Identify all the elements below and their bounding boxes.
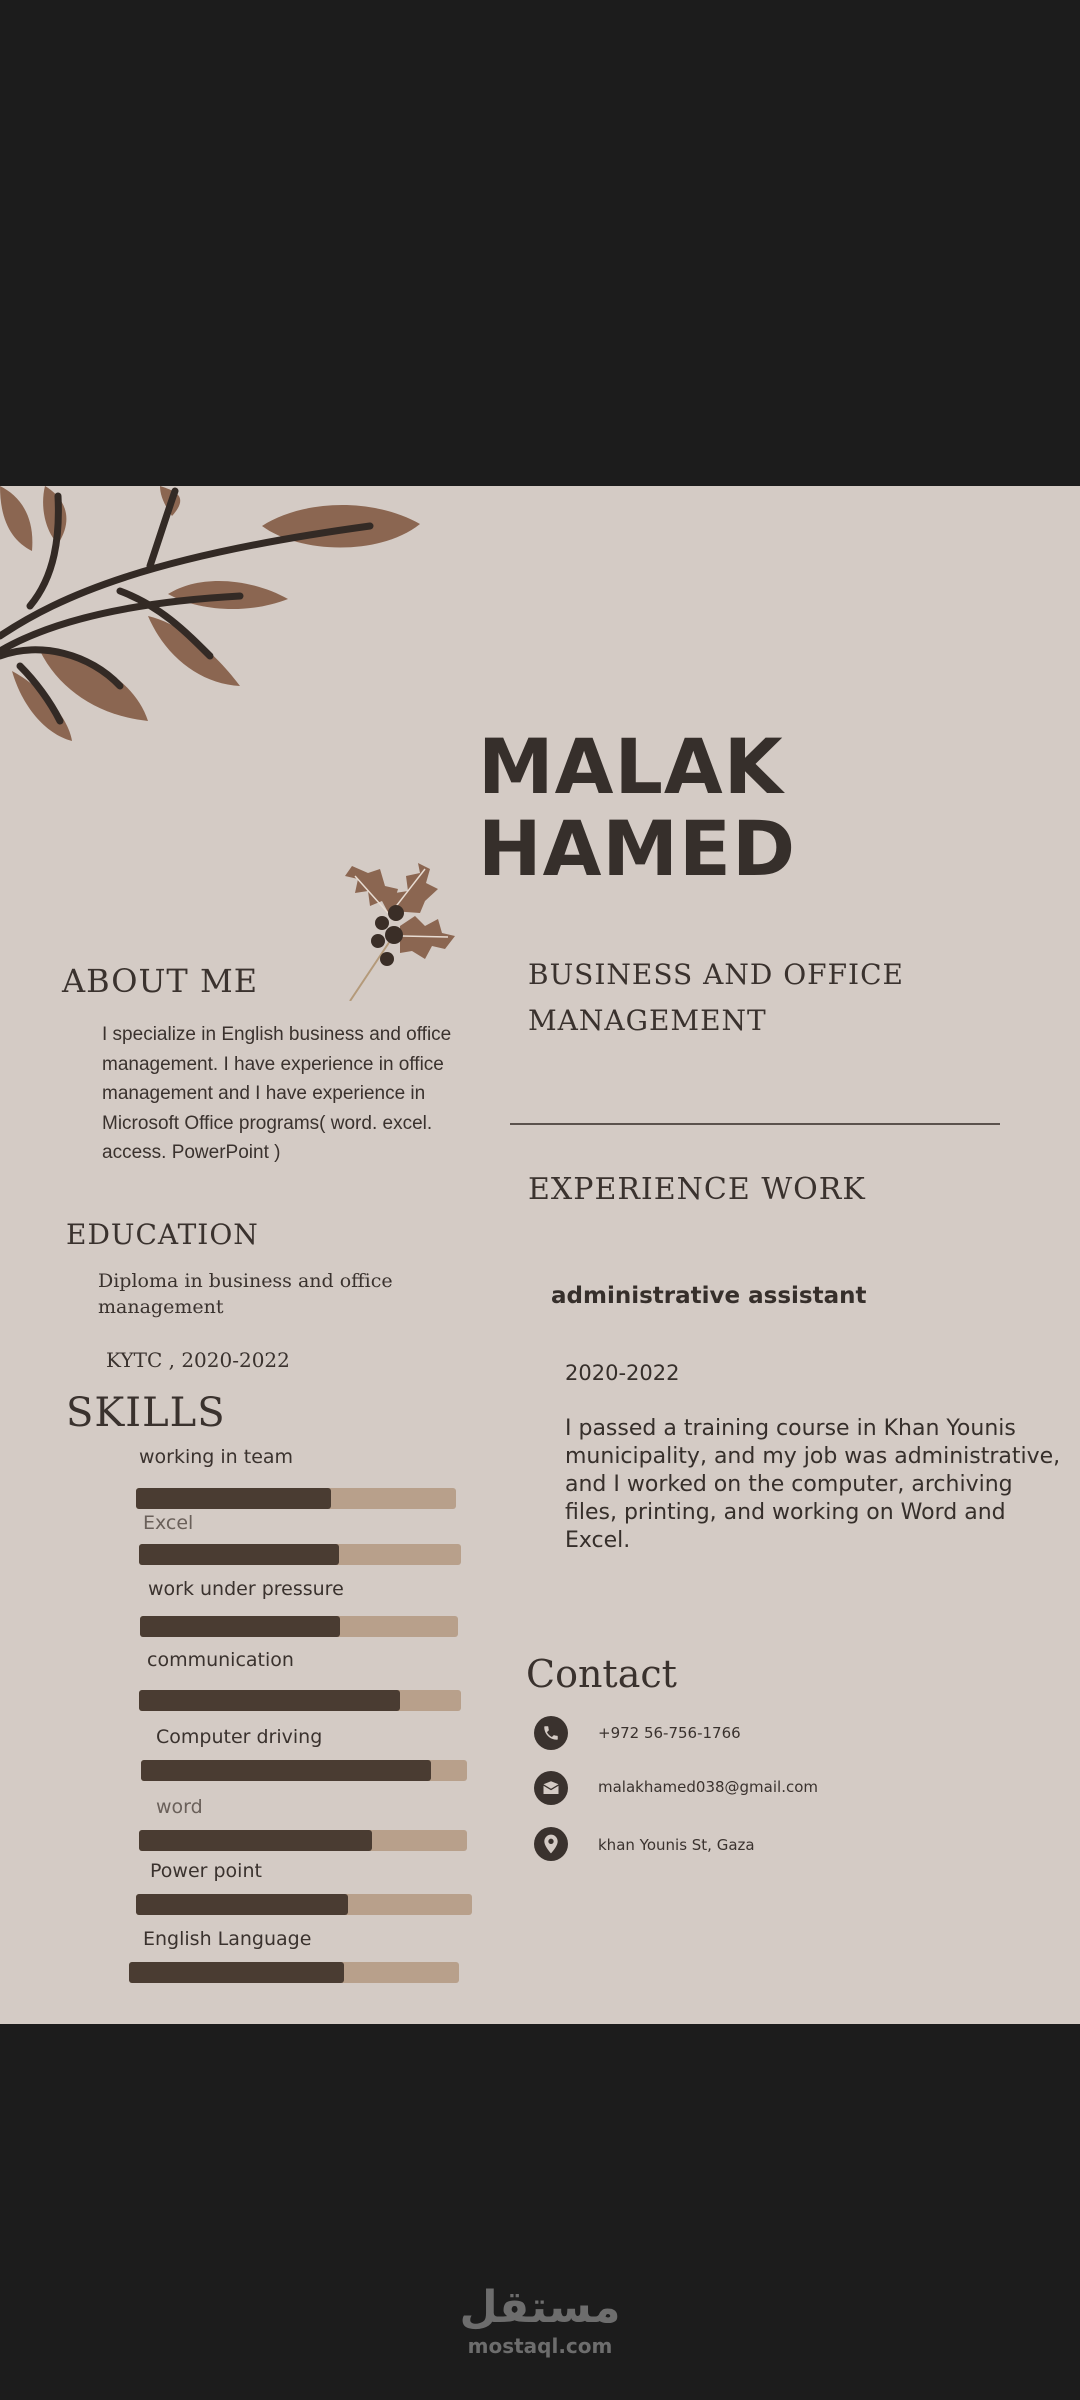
skill-bar-fill — [129, 1962, 344, 1983]
envelope-icon — [534, 1771, 568, 1805]
skills-heading: SKILLS — [66, 1390, 226, 1436]
about-text: I specialize in English business and office management. I have experience in office management and I have experience in Microsoft Office programs( word. excel. access. PowerPoint ) — [102, 1024, 452, 1163]
skill-bar-fill — [139, 1690, 400, 1711]
skill-label: Power point — [150, 1860, 262, 1882]
skill-bar — [140, 1616, 458, 1637]
skill-label: work under pressure — [148, 1578, 344, 1600]
skill-bar-fill — [140, 1616, 340, 1637]
skill-bar-fill — [139, 1544, 339, 1565]
first-name: MALAK — [478, 722, 784, 811]
skill-label: Excel — [143, 1512, 194, 1534]
watermark-arabic: مستقل — [459, 2282, 621, 2333]
leaf-branch-illustration — [0, 486, 440, 756]
skill-label: Computer driving — [156, 1726, 323, 1748]
watermark-latin: mostaql.com — [467, 2334, 613, 2358]
skill-bar — [139, 1830, 467, 1851]
phone-icon — [534, 1716, 568, 1750]
skill-bar — [129, 1962, 459, 1983]
skill-bar — [141, 1760, 467, 1781]
about-heading: ABOUT ME — [62, 962, 259, 1000]
skill-bar — [139, 1690, 461, 1711]
contact-heading: Contact — [526, 1652, 677, 1696]
job-years: 2020-2022 — [565, 1361, 680, 1385]
headline: BUSINESS AND OFFICE MANAGEMENT — [528, 958, 904, 1037]
skill-bar — [136, 1488, 456, 1509]
candidate-name — [478, 722, 797, 893]
education-school: KYTC , 2020-2022 — [106, 1348, 290, 1372]
resume-sheet — [0, 486, 1080, 2024]
skill-label: working in team — [139, 1446, 294, 1468]
education-diploma: Diploma in business and office management — [98, 1270, 393, 1318]
location-pin-icon — [534, 1827, 568, 1861]
skill-bar-fill — [141, 1760, 431, 1781]
skill-bar — [139, 1544, 461, 1565]
skill-bar-fill — [136, 1488, 331, 1509]
skill-bar-fill — [136, 1894, 348, 1915]
skill-bar-fill — [139, 1830, 372, 1851]
skill-label: communication — [147, 1649, 294, 1671]
experience-heading: EXPERIENCE WORK — [528, 1172, 866, 1207]
skill-label: word — [156, 1796, 203, 1818]
job-description: I passed a training course in Khan Younis municipality, and my job was administrative, and I worked on the computer, archiving files, printing, and working on Word and Excel. — [565, 1416, 1061, 1553]
skill-label: English Language — [143, 1928, 312, 1950]
contact-email: malakhamed038@gmail.com — [598, 1778, 819, 1796]
contact-address: khan Younis St, Gaza — [598, 1836, 755, 1854]
contact-phone: +972 56-756-1766 — [598, 1724, 741, 1742]
last-name: HAMED — [478, 804, 797, 893]
skill-bar — [136, 1894, 472, 1915]
holly-berries-illustration — [330, 861, 460, 1001]
section-divider — [510, 1123, 1000, 1125]
job-title: administrative assistant — [551, 1283, 867, 1309]
education-heading: EDUCATION — [66, 1218, 259, 1251]
